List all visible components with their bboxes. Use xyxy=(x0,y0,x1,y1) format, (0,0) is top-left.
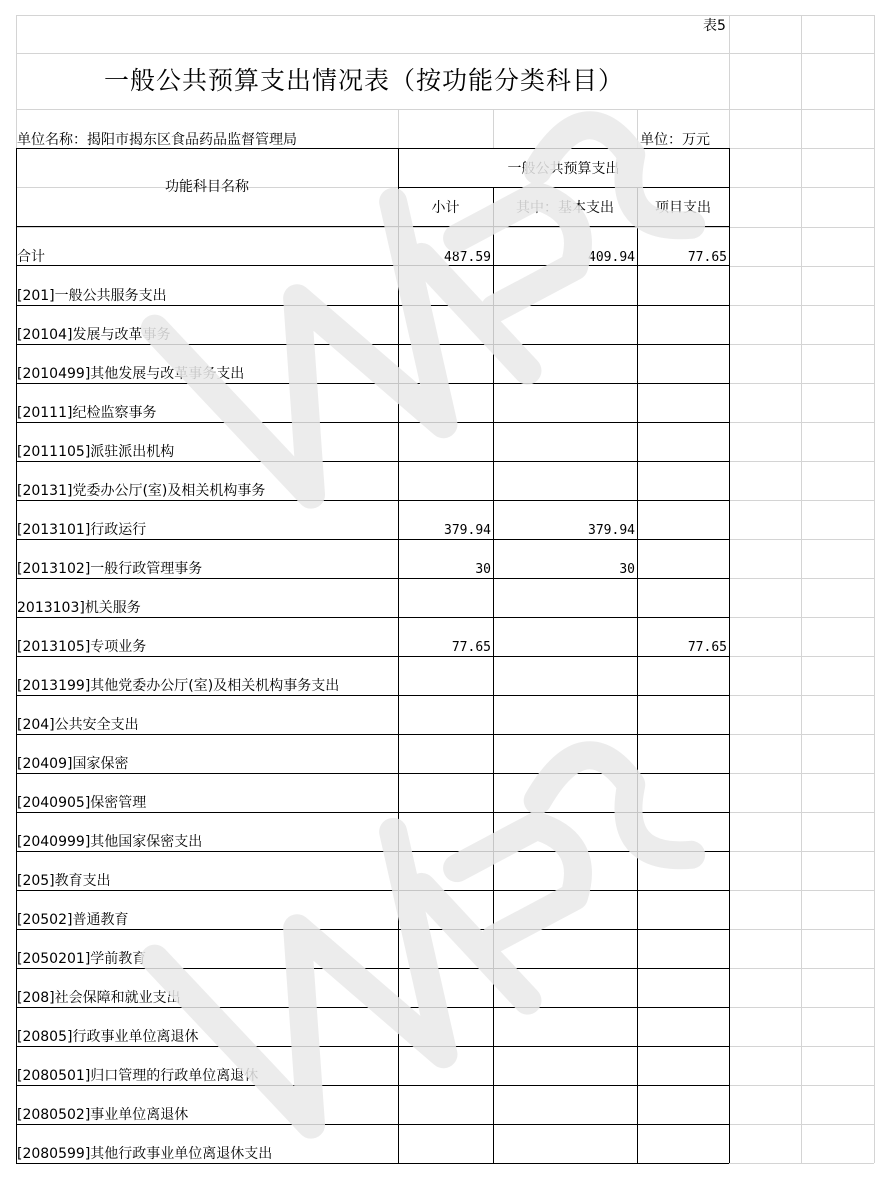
row-name: 2013103]机关服务 xyxy=(17,600,141,616)
row-basic: 379.94 xyxy=(588,523,635,538)
unit-label: 单位：万元 xyxy=(640,132,710,148)
row-subtotal: 30 xyxy=(475,562,491,577)
row-name: [2010499]其他发展与改革事务支出 xyxy=(17,366,245,382)
header-subtotal: 小计 xyxy=(431,200,460,216)
row-name: [20805]行政事业单位离退休 xyxy=(17,1029,199,1045)
row-subtotal: 379.94 xyxy=(444,523,491,538)
row-subtotal: 77.65 xyxy=(451,640,491,655)
row-name: [2011105]派驻派出机构 xyxy=(17,444,175,460)
header-group: 一般公共预算支出 xyxy=(507,161,620,177)
row-name: 合计 xyxy=(17,249,45,265)
sheet-label: 表5 xyxy=(703,18,726,34)
row-name: [204]公共安全支出 xyxy=(17,717,139,733)
row-name: [2080599]其他行政事业单位离退休支出 xyxy=(17,1146,273,1162)
header-project: 项目支出 xyxy=(655,200,711,216)
row-name: [2080501]归口管理的行政单位离退休 xyxy=(17,1068,259,1084)
row-name: [2013101]行政运行 xyxy=(17,522,147,538)
row-name: [20409]国家保密 xyxy=(17,756,129,772)
row-name: [20111]纪检监察事务 xyxy=(17,405,157,421)
header-basic: 其中：基本支出 xyxy=(516,200,614,216)
row-project: 77.65 xyxy=(687,640,727,655)
row-name: [2040999]其他国家保密支出 xyxy=(17,834,203,850)
row-project: 77.65 xyxy=(687,250,727,265)
header-col-name: 功能科目名称 xyxy=(165,179,249,195)
row-name: [2050201]学前教育 xyxy=(17,951,147,967)
row-name: [2013105]专项业务 xyxy=(17,639,147,655)
row-name: [201]一般公共服务支出 xyxy=(17,288,167,304)
row-name: [2013102]一般行政管理事务 xyxy=(17,561,203,577)
row-name: [20104]发展与改革事务 xyxy=(17,327,171,343)
row-name: [2040905]保密管理 xyxy=(17,795,147,811)
row-name: [208]社会保障和就业支出 xyxy=(17,990,181,1006)
row-subtotal: 487.59 xyxy=(444,250,491,265)
row-name: [20131]党委办公厅(室)及相关机构事务 xyxy=(17,483,266,499)
row-name: [2013199]其他党委办公厅(室)及相关机构事务支出 xyxy=(17,678,340,694)
row-name: [2080502]事业单位离退休 xyxy=(17,1107,189,1123)
row-name: [205]教育支出 xyxy=(17,873,111,889)
row-name: [20502]普通教育 xyxy=(17,912,129,928)
row-basic: 409.94 xyxy=(588,250,635,265)
unit-name: 单位名称：揭阳市揭东区食品药品监督管理局 xyxy=(17,132,297,148)
row-basic: 30 xyxy=(619,562,635,577)
page-title: 一般公共预算支出情况表（按功能分类科目） xyxy=(104,66,625,95)
